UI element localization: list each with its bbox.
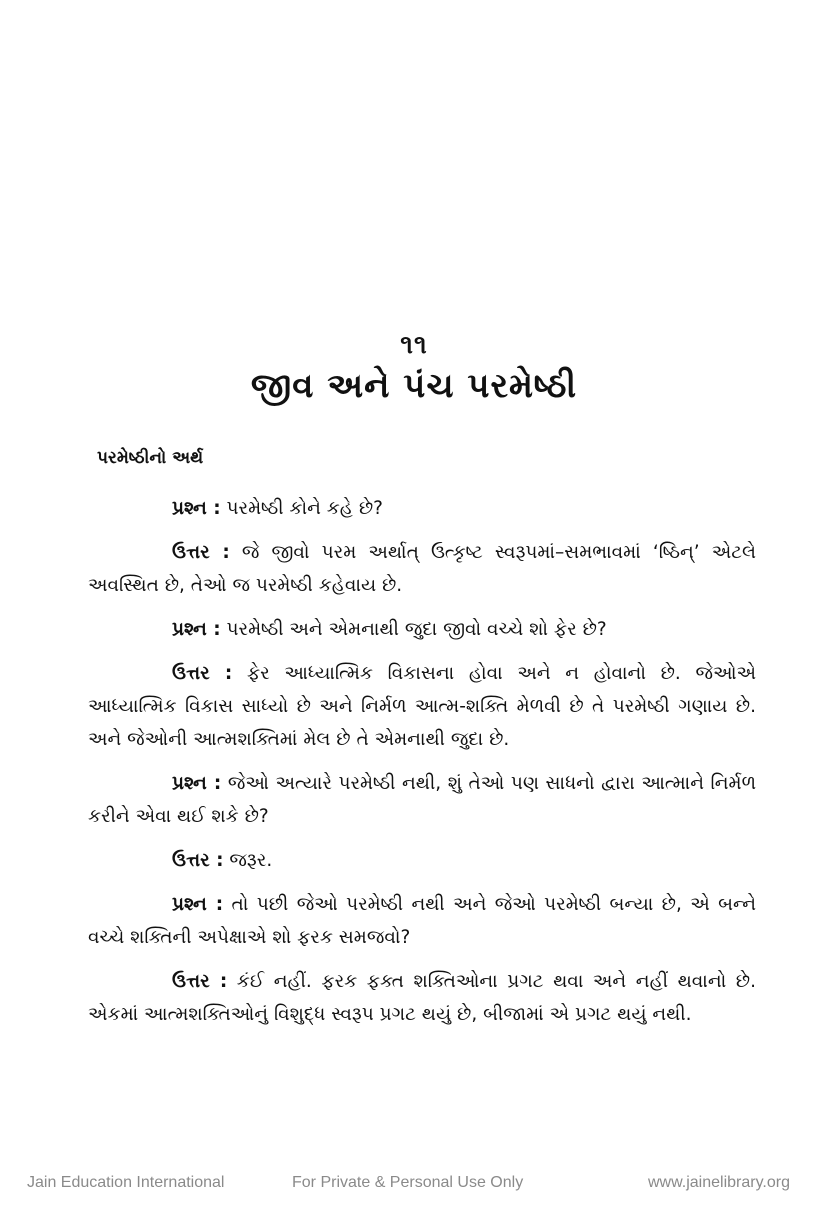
question-paragraph [88, 767, 756, 833]
chapter-number: ૧૧ [400, 330, 428, 360]
answer-label: ઉત્તર : [172, 971, 228, 992]
answer-text: જે જીવો પરમ અર્થાત્ ઉત્કૃષ્ટ સ્વરૂપમાં–સમભાવમાં ‘ષ્ઠિન્’ એટલે અવસ્થિત છે, તેઓ જ પરમેષ્ઠી કહેવાય છે. [88, 542, 756, 596]
answer-text: જરૂર. [223, 850, 273, 871]
question-label: પ્રશ્ન : [172, 894, 224, 915]
question-text: પરમેષ્ઠી કોને કહે છે? [220, 498, 383, 519]
qa-body [88, 492, 756, 1042]
question-label: પ્રશ્ન : [172, 773, 222, 794]
footer-website-link[interactable]: www.jainelibrary.org [648, 1174, 790, 1191]
question-paragraph [88, 492, 756, 525]
question-text: તો પછી જેઓ પરમેષ્ઠી નથી અને જેઓ પરમેષ્ઠી બન્યા છે, એ બન્ને વચ્ચે શક્તિની અપેક્ષાએ શો ફરક સમજવો? [88, 894, 756, 948]
footer-usage-note: For Private & Personal Use Only [292, 1174, 524, 1191]
answer-paragraph [88, 657, 756, 756]
answer-label: ઉત્તર : [172, 542, 230, 563]
question-text: જેઓ અત્યારે પરમેષ્ઠી નથી, શું તેઓ પણ સાધનો દ્વારા આત્માને નિર્મળ કરીને એવા થઈ શકે છે? [88, 773, 756, 827]
answer-label: ઉત્તર : [172, 663, 233, 684]
question-paragraph [88, 613, 756, 646]
question-label: પ્રશ્ન : [172, 498, 221, 519]
question-paragraph [88, 888, 756, 954]
answer-text: કંઈ નહીં. ફરક ફક્ત શક્તિઓના પ્રગટ થવા અને નહીં થવાનો છે. એકમાં આત્મશક્તિઓનું વિશુદ્ધ સ્વરૂપ પ્રગટ થયું છે, બીજામાં એ પ્રગટ થયું નથી. [88, 971, 756, 1025]
question-label: પ્રશ્ન : [172, 619, 221, 640]
answer-paragraph [88, 844, 756, 877]
chapter-title: જીવ અને પંચ પરમેષ્ઠી [250, 366, 578, 406]
answer-text: ફેર આધ્યાત્મિક વિકાસના હોવા અને ન હોવાનો છે. જેઓએ આધ્યાત્મિક વિકાસ સાધ્યો છે અને નિર્મળ આત્મ-શક્તિ મેળવી છે તે પરમેષ્ઠી ગણાય છે. અને જેઓની આત્મશક્તિમાં મેલ છે તે એમનાથી જુદા છે. [88, 663, 756, 750]
footer-watermark [0, 1174, 828, 1198]
answer-paragraph [88, 536, 756, 602]
section-heading: પરમેષ્ઠીનો અર્થ [97, 448, 204, 468]
question-text: પરમેષ્ઠી અને એમનાથી જુદા જીવો વચ્ચે શો ફેર છે? [220, 619, 607, 640]
answer-paragraph [88, 965, 756, 1031]
footer-publisher: Jain Education International [27, 1174, 225, 1191]
answer-label: ઉત્તર : [172, 850, 224, 871]
